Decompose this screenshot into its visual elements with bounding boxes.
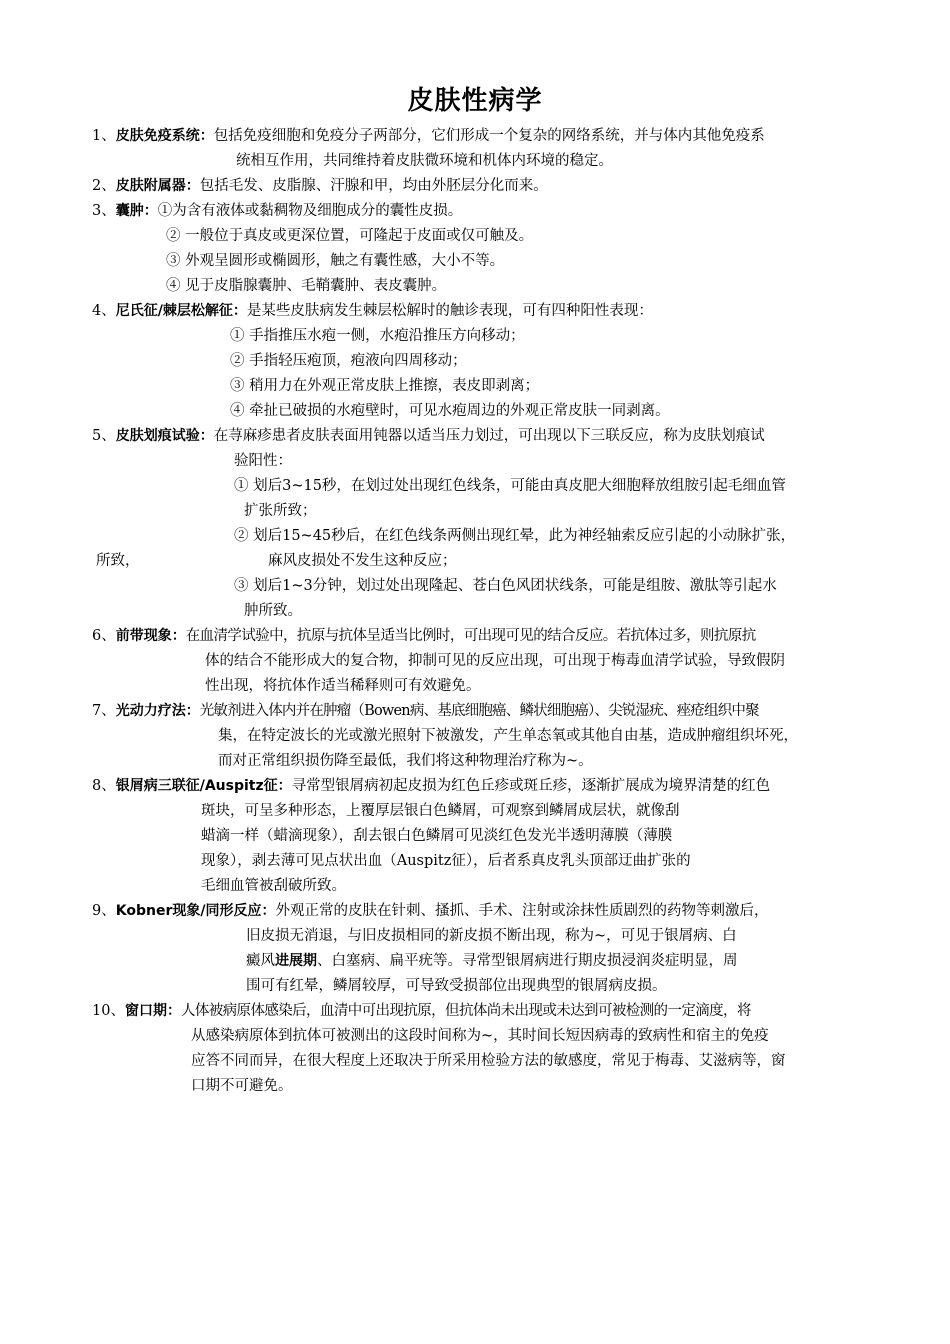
- entry-term: 银屑病三联征/Auspitz征：: [115, 778, 292, 794]
- entry-term: 囊肿：: [115, 203, 158, 219]
- entry-3-line-3: ③ 外观呈圆形或椭圆形，触之有囊性感，大小不等。: [166, 253, 505, 269]
- entry-term: 前带现象：: [115, 628, 186, 644]
- entry-number: 5、: [92, 428, 116, 444]
- entry-4-line-4: ③ 稍用力在外观正常皮肤上推擦，表皮即剥离；: [230, 378, 540, 394]
- entry-term: 皮肤附属器：: [115, 178, 200, 194]
- entry-10-line-2: 从感染病原体到抗体可被测出的这段时间称为~，其时间长短因病毒的致病性和宿主的免疫: [191, 1028, 769, 1044]
- entry-7-line-1: [92, 701, 759, 721]
- entry-number: 2、: [92, 178, 116, 194]
- entry-3-line-2: ② 一般位于真皮或更深位置，可隆起于皮面或仅可触及。: [166, 228, 534, 244]
- entry-7-line-2: 集，在特定波长的光或激光照射下被激发，产生单态氧或其他自由基，造成肿瘤组织坏死，: [218, 728, 798, 744]
- entry-4-line-1: [92, 301, 653, 321]
- entry-8-line-1: [92, 776, 770, 796]
- entry-2-line-1: [92, 176, 548, 196]
- page-title: 皮肤性病学: [407, 86, 543, 116]
- entry-3-line-1: [92, 201, 462, 221]
- entry-text: 、白塞病、扁平疣等。寻常型银屑病进行期皮损浸润炎症明显，周: [317, 953, 738, 969]
- entry-4-line-3: ② 手指轻压疱顶，疱液向四周移动；: [230, 353, 467, 369]
- entry-8-line-2: 斑块，可呈多种形态，上覆厚层银白色鳞屑，可观察到鳞屑成层状，就像刮: [201, 803, 680, 819]
- entry-5-line-7: ③ 划后1~3分钟，划过处出现隆起、苍白色风团状线条，可能是组胺、激肽等引起水: [234, 578, 777, 594]
- entry-5-line-3: ① 划后3~15秒，在划过处出现红色线条，可能由真皮肥大细胞释放组胺引起毛细血管: [234, 478, 786, 494]
- entry-number: 1、: [92, 128, 116, 144]
- entry-text: ①为含有液体或黏稠物及细胞成分的囊性皮损。: [157, 203, 463, 219]
- entry-number: 6、: [92, 628, 116, 644]
- entry-10-line-1: [92, 1001, 751, 1021]
- entry-6-line-1: [92, 626, 756, 646]
- entry-number: 9、: [92, 903, 116, 919]
- entry-4-line-2: ① 手指推压水疱一侧，水疱沿推压方向移动；: [230, 328, 525, 344]
- entry-text: 外观正常的皮肤在针刺、搔抓、手术、注射或涂抹性质剧烈的药物等刺激后，: [275, 903, 769, 919]
- entry-number: 3、: [92, 203, 116, 219]
- entry-5-line-5: ② 划后15~45秒后，在红色线条两侧出现红晕，此为神经轴索反应引起的小动脉扩张，: [234, 528, 796, 544]
- entry-text: 在荨麻疹患者皮肤表面用钝器以适当压力划过，可出现以下三联反应，称为皮肤划痕试: [213, 428, 765, 444]
- entry-term: 尼氏征/棘层松解征：: [115, 303, 247, 319]
- entry-text: 癜风: [246, 953, 275, 969]
- entry-6-line-2: 体的结合不能形成大的复合物，抑制可见的反应出现，可出现于梅毒血清学试验，导致假阴: [205, 653, 785, 669]
- entry-5-line-1: [92, 426, 765, 446]
- entry-9-line-1: [92, 901, 768, 921]
- entry-6-line-3: 性出现，将抗体作适当稀释则可有效避免。: [205, 678, 481, 694]
- entry-text: 包括免疫细胞和免疫分子两部分，它们形成一个复杂的网络系统，并与体内其他免疫系: [213, 128, 765, 144]
- entry-8-line-3: 蜡滴一样（蜡滴现象），刮去银白色鳞屑可见淡红色发光半透明薄膜（薄膜: [201, 828, 673, 844]
- entry-10-line-4: 口期不可避免。: [191, 1078, 293, 1094]
- entry-term: 光动力疗法：: [115, 703, 200, 719]
- entry-5-line-6b: 麻风皮损处不发生这种反应；: [268, 553, 457, 569]
- entry-4-line-5: ④ 牵扯已破损的水疱壁时，可见水疱周边的外观正常皮肤一同剥离。: [230, 403, 670, 419]
- entry-number: 8、: [92, 778, 116, 794]
- entry-term: 皮肤免疫系统：: [115, 128, 214, 144]
- entry-number: 4、: [92, 303, 116, 319]
- entry-5-line-4: 扩张所致；: [244, 503, 317, 519]
- entry-text: 寻常型银屑病初起皮损为红色丘疹或斑丘疹，逐渐扩展成为境界清楚的红色: [291, 778, 771, 794]
- entry-number: 7、: [92, 703, 116, 719]
- entry-term: 皮肤划痕试验：: [115, 428, 214, 444]
- entry-text: 人体被病原体感染后，血清中可出现抗原，但抗体尚未出现或未达到可被检测的一定滴度，将: [180, 1003, 751, 1019]
- entry-7-line-3: 而对正常组织损伤降至最低，我们将这种物理治疗称为~。: [218, 753, 593, 769]
- entry-text: 是某些皮肤病发生棘层松解时的触诊表现，可有四种阳性表现：: [246, 303, 653, 319]
- entry-9-line-2: 旧皮损无消退，与旧皮损相同的新皮损不断出现，称为~，可见于银屑病、白: [246, 928, 737, 944]
- entry-5-line-6a: 所致，: [96, 553, 140, 569]
- entry-text: 在血清学试验中，抗原与抗体呈适当比例时，可出现可见的结合反应。若抗体过多，则抗原抗: [185, 628, 756, 644]
- entry-term: Kobner现象/同形反应：: [115, 903, 276, 919]
- entry-1-line-2: 统相互作用，共同维持着皮肤微环境和机体内环境的稳定。: [236, 153, 613, 169]
- entry-1-line-1: [92, 126, 765, 146]
- entry-text: 包括毛发、皮脂腺、汗腺和甲，均由外胚层分化而来。: [199, 178, 548, 194]
- entry-8-line-5: 毛细血管被刮破所致。: [201, 878, 346, 894]
- entry-9-line-3: [246, 951, 738, 971]
- entry-5-line-8: 肿所致。: [244, 603, 302, 619]
- entry-term: 窗口期：: [124, 1003, 181, 1019]
- entry-9-line-4: 围可有红晕，鳞屑较厚，可导致受损部位出现典型的银屑病皮损。: [246, 978, 667, 994]
- entry-5-line-2: 验阳性：: [234, 453, 292, 469]
- entry-text: 光敏剂进入体内并在肿瘤（Bowen病、基底细胞癌、鳞状细胞癌）、尖锐湿疣、痤疮组织中聚: [199, 703, 759, 719]
- entry-10-line-3: 应答不同而异，在很大程度上还取决于所采用检验方法的敏感度，常见于梅毒、艾滋病等，窗: [191, 1053, 786, 1069]
- entry-3-line-4: ④ 见于皮脂腺囊肿、毛鞘囊肿、表皮囊肿。: [166, 278, 447, 294]
- entry-8-line-4: 现象），剥去薄可见点状出血（Auspitz征），后者系真皮乳头顶部迂曲扩张的: [201, 853, 691, 869]
- entry-emphasis: 进展期: [275, 953, 317, 969]
- entry-number: 10、: [92, 1003, 125, 1019]
